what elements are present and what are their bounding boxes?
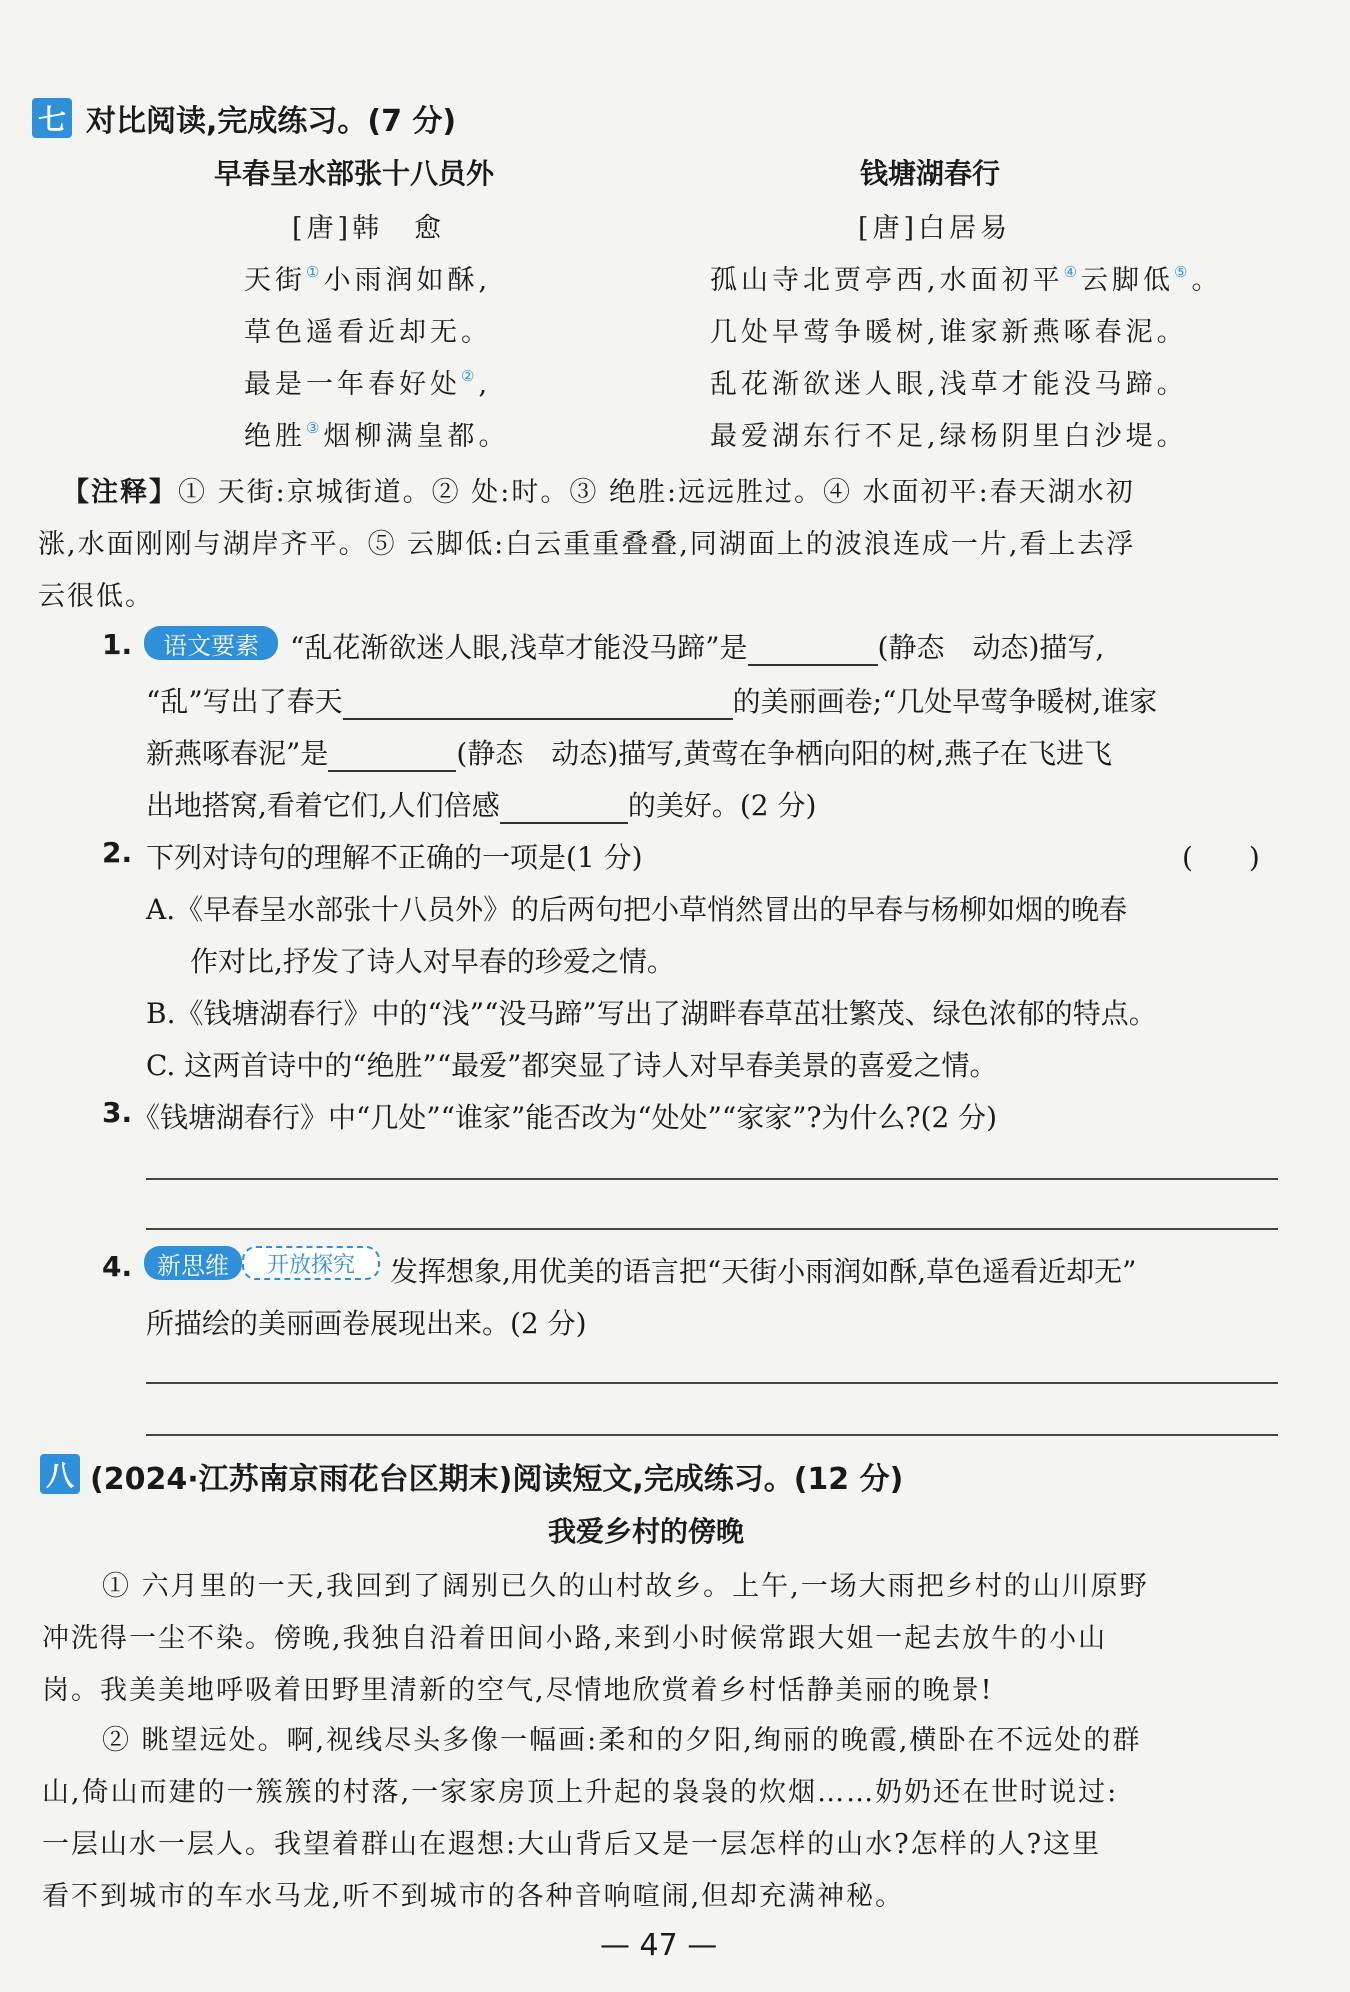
q1-text: 新燕啄春泥”是	[146, 737, 329, 770]
answer-parentheses[interactable]: ( )	[1182, 841, 1260, 874]
notes-text: ① 天街:京城街道。② 处:时。③ 绝胜:远远胜过。④ 水面初平:春天湖水初	[178, 477, 1135, 508]
poem-text: 天街	[244, 265, 306, 296]
question-1-number: 1.	[102, 628, 133, 661]
question-3-number: 3.	[102, 1096, 133, 1129]
article-p2-line-4: 看不到城市的车水马龙,听不到城市的各种音响喧闹,但却充满神秘。	[42, 1881, 905, 1912]
section-badge-8: 八	[40, 1454, 80, 1494]
q1-blank-1[interactable]	[748, 638, 878, 666]
tag-yuwen-yaosu: 语文要素	[144, 626, 278, 660]
question-1-line-3	[146, 732, 1112, 772]
article-p1-line-2: 冲洗得一尘不染。傍晚,我独自沿着田间小路,来到小时候常跟大姐一起去放牛的小山	[42, 1623, 1108, 1654]
poem-text: 小雨润如酥,	[323, 265, 492, 296]
poem2-title: 钱塘湖春行	[860, 157, 1001, 190]
footnote-marker: ③	[306, 419, 324, 437]
q1-text: “乱花渐欲迷人眼,浅草才能没马蹄”是	[290, 631, 748, 664]
notes-line-2: 涨,水面刚刚与湖岸齐平。⑤ 云脚低:白云重重叠叠,同湖面上的波浪连成一片,看上去浮	[38, 529, 1136, 560]
poem1-line-4	[244, 414, 509, 453]
poem2-author: [唐]白居易	[858, 213, 1012, 244]
footnote-marker: ⑤	[1174, 263, 1192, 281]
section-badge-7: 七	[32, 98, 72, 138]
poem2-line-2: 几处早莺争暖树,谁家新燕啄春泥。	[710, 317, 1188, 348]
q3-answer-line-2[interactable]	[146, 1228, 1278, 1230]
q3-answer-line-1[interactable]	[146, 1178, 1278, 1180]
q4-answer-line-1[interactable]	[146, 1382, 1278, 1384]
footnote-marker: ②	[461, 367, 479, 385]
question-1-line-4	[146, 784, 816, 824]
notes-line-1	[62, 470, 1135, 509]
q1-blank-4[interactable]	[500, 796, 628, 824]
question-2-stem: 下列对诗句的理解不正确的一项是(1 分)	[146, 841, 643, 874]
poem2-line-3: 乱花渐欲迷人眼,浅草才能没马蹄。	[710, 369, 1188, 400]
notes-label: 【注释】	[62, 477, 178, 508]
question-1-line-1	[290, 626, 1104, 666]
q1-blank-2[interactable]	[343, 692, 733, 720]
poem-text: 。	[1191, 265, 1223, 296]
page-number: — 47 —	[600, 1928, 718, 1963]
question-4-line-1: 发挥想象,用优美的语言把“天街小雨润如酥,草色遥看近却无”	[390, 1255, 1137, 1288]
q1-text: 的美好。(2 分)	[627, 789, 817, 822]
poem1-line-1	[244, 258, 491, 297]
q1-text: (静态 动态)描写,	[877, 631, 1105, 664]
question-2-number: 2.	[102, 836, 133, 869]
article-title: 我爱乡村的傍晚	[548, 1515, 745, 1548]
q1-text: (静态 动态)描写,黄莺在争栖向阳的树,燕子在飞进飞	[456, 737, 1112, 770]
poem1-author: [唐]韩 愈	[292, 213, 446, 244]
poem1-line-3	[244, 362, 491, 401]
article-p1-line-3: 岗。我美美地呼吸着田野里清新的空气,尽情地欣赏着乡村恬静美丽的晚景!	[42, 1675, 994, 1706]
option-a-line-1[interactable]: A.《早春呈水部张十八员外》的后两句把小草悄然冒出的早春与杨柳如烟的晚春	[146, 893, 1128, 926]
poem-text: 孤山寺北贾亭西,水面初平	[710, 265, 1064, 296]
option-b[interactable]: B.《钱塘湖春行》中的“浅”“没马蹄”写出了湖畔春草茁壮繁茂、绿色浓郁的特点。	[146, 997, 1157, 1030]
option-a-line-2: 作对比,抒发了诗人对早春的珍爱之情。	[190, 945, 675, 978]
tag-open-inquiry: 开放探究	[242, 1246, 380, 1280]
poem-text: 最是一年春好处	[244, 369, 461, 400]
footnote-marker: ④	[1063, 263, 1082, 281]
option-c[interactable]: C. 这两首诗中的“绝胜”“最爱”都突显了诗人对早春美景的喜爱之情。	[146, 1049, 998, 1082]
article-p2-line-2: 山,倚山而建的一簇簇的村落,一家家房顶上升起的袅袅的炊烟……奶奶还在世时说过:	[42, 1777, 1119, 1808]
question-1-line-2	[146, 680, 1157, 720]
poem1-line-2: 草色遥看近却无。	[244, 317, 492, 348]
tag-new-thinking: 新思维	[144, 1246, 242, 1280]
poem2-line-4: 最爱湖东行不足,绿杨阴里白沙堤。	[710, 421, 1188, 452]
notes-line-3: 云很低。	[38, 581, 154, 612]
q1-text: “乱”写出了春天	[146, 685, 343, 718]
q1-text: 出地搭窝,看着它们,人们倍感	[146, 789, 500, 822]
article-p2-line-3: 一层山水一层人。我望着群山在遐想:大山背后又是一层怎样的山水?怎样的人?这里	[42, 1829, 1102, 1860]
poem-text: 云脚低	[1081, 265, 1175, 296]
poem-text: ,	[478, 369, 492, 400]
poem-text: 绝胜	[244, 421, 306, 452]
article-p2-line-1: ② 眺望远处。啊,视线尽头多像一幅画:柔和的夕阳,绚丽的晚霞,横卧在不远处的群	[102, 1725, 1142, 1756]
poem1-title: 早春呈水部张十八员外	[214, 157, 495, 190]
q1-blank-3[interactable]	[328, 744, 456, 772]
poem2-line-1	[710, 258, 1223, 297]
section-8-title: (2024·江苏南京雨花台区期末)阅读短文,完成练习。(12 分)	[90, 1462, 904, 1497]
article-p1-line-1: ① 六月里的一天,我回到了阔别已久的山村故乡。上午,一场大雨把乡村的山川原野	[102, 1571, 1149, 1602]
section-7-title: 对比阅读,完成练习。(7 分)	[86, 104, 457, 139]
q4-answer-line-2[interactable]	[146, 1434, 1278, 1436]
question-3-stem: 《钱塘湖春行》中“几处”“谁家”能否改为“处处”“家家”?为什么?(2 分)	[132, 1101, 998, 1134]
question-4-number: 4.	[102, 1250, 133, 1283]
poem-text: 烟柳满皇都。	[323, 421, 510, 452]
q1-text: 的美丽画卷;“几处早莺争暖树,谁家	[732, 685, 1158, 718]
question-4-line-2: 所描绘的美丽画卷展现出来。(2 分)	[146, 1307, 587, 1340]
footnote-marker: ①	[306, 263, 324, 281]
